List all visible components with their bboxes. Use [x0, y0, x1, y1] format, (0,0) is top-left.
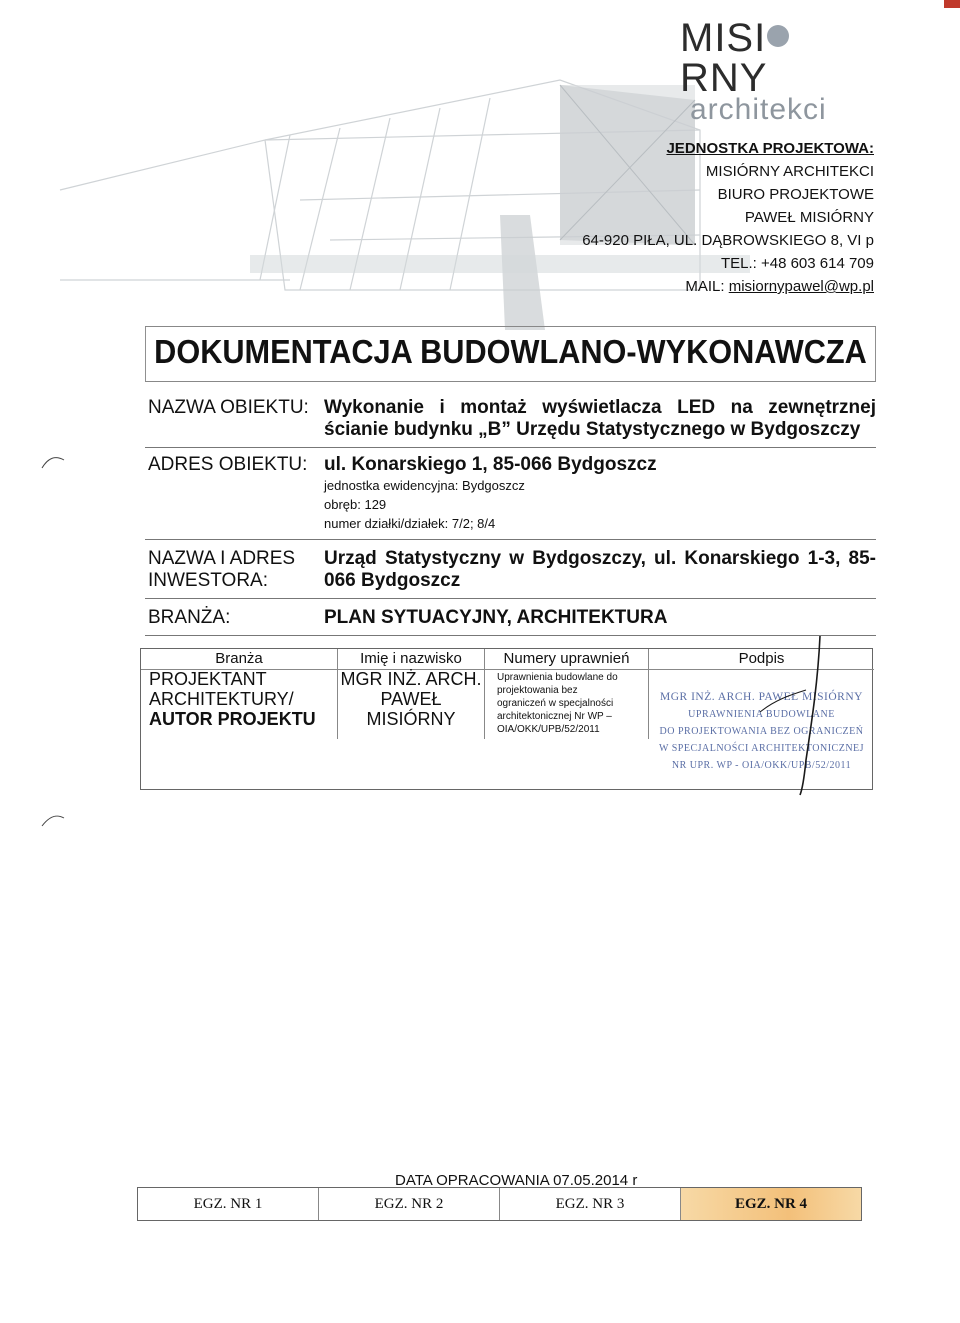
- table-row: [145, 540, 876, 599]
- office-line: TEL.: +48 603 614 709: [720, 255, 874, 272]
- object-name-label: NAZWA OBIEKTU:: [148, 397, 309, 418]
- address-plots: numer działki/działek: 7/2; 8/4: [324, 516, 496, 531]
- designer-name: MGR INŻ. ARCH. PAWEŁ MISIÓRNY: [340, 669, 482, 729]
- address-value: ul. Konarskiego 1, 85-066 Bydgoszcz: [324, 454, 657, 475]
- office-line: MISIÓRNY ARCHITEKCI: [705, 163, 874, 180]
- table-row: [145, 448, 876, 540]
- branch-label: BRANŻA:: [148, 607, 231, 628]
- logo-dot-icon: [767, 25, 789, 47]
- investor-value: Urząd Statystyczny w Bydgoszczy, ul. Konarskiego 1-3, 85-066 Bydgoszcz: [324, 548, 876, 591]
- header-name: Imię i nazwisko: [338, 651, 484, 670]
- branch-value: PLAN SYTUACYJNY, ARCHITEKTURA: [324, 607, 668, 628]
- office-mail: MAIL: misiornypawel@wp.pl: [685, 278, 874, 295]
- address-unit: jednostka ewidencyjna: Bydgoszcz: [324, 478, 525, 493]
- header-signature: Podpis: [649, 651, 874, 670]
- office-heading: JEDNOSTKA PROJEKTOWA:: [666, 140, 874, 157]
- name-column: [338, 649, 484, 789]
- architect-stamp: MGR INŻ. ARCH. PAWEŁ MISIÓRNY UPRAWNIENIA BUDOWLANE DO PROJEKTOWANIA BEZ OGRANICZEŃ W SPECJALNOŚCI ARCHITEKTONICZNEJ NR UPR. WP - OIA/OKK/UPB/52/2011: [658, 691, 865, 771]
- address-cell: [320, 448, 876, 540]
- designer-signature-table: [140, 648, 873, 790]
- table-row: [145, 385, 876, 448]
- office-line: BIURO PROJEKTOWE: [717, 186, 874, 203]
- copy-2: EGZ. NR 2: [319, 1188, 500, 1220]
- header-branch: Branża: [141, 651, 337, 670]
- table-row: [145, 599, 876, 636]
- copy-1: EGZ. NR 1: [138, 1188, 319, 1220]
- role-text: PROJEKTANT ARCHITEKTURY/ AUTOR PROJEKTU: [149, 669, 316, 729]
- license-column: [485, 649, 648, 789]
- object-name-value: Wykonanie i montaż wyświetlacza LED na zewnętrznej ścianie budynku „B” Urzędu Statystycznego w Bydgoszczy: [324, 397, 876, 440]
- copy-3: EGZ. NR 3: [500, 1188, 681, 1220]
- investor-label: NAZWA I ADRES INWESTORA:: [148, 548, 296, 591]
- header-license: Numery uprawnień: [485, 651, 648, 670]
- address-label: ADRES OBIEKTU:: [148, 454, 308, 475]
- copy-numbers: [137, 1187, 862, 1221]
- office-line: PAWEŁ MISIÓRNY: [744, 209, 874, 226]
- preparation-date: DATA OPRACOWANIA 07.05.2014 r: [395, 1172, 638, 1189]
- branch-column: [141, 649, 337, 789]
- license-text: Uprawnienia budowlane do projektowania bez ograniczeń w specjalności architektonicznej Nr WP – OIA/OKK/UPB/52/2011: [497, 672, 618, 735]
- office-line: 64-920 PIŁA, UL. DĄBROWSKIEGO 8, VI p: [582, 232, 874, 249]
- company-logo: MISIRNY architekci: [680, 16, 827, 126]
- document-title: DOKUMENTACJA BUDOWLANO-WYKONAWCZA: [145, 326, 876, 382]
- address-precinct: obręb: 129: [324, 497, 387, 512]
- design-office-block: [582, 137, 874, 298]
- copy-4-highlighted: EGZ. NR 4: [681, 1188, 861, 1220]
- project-info-table: [145, 385, 876, 636]
